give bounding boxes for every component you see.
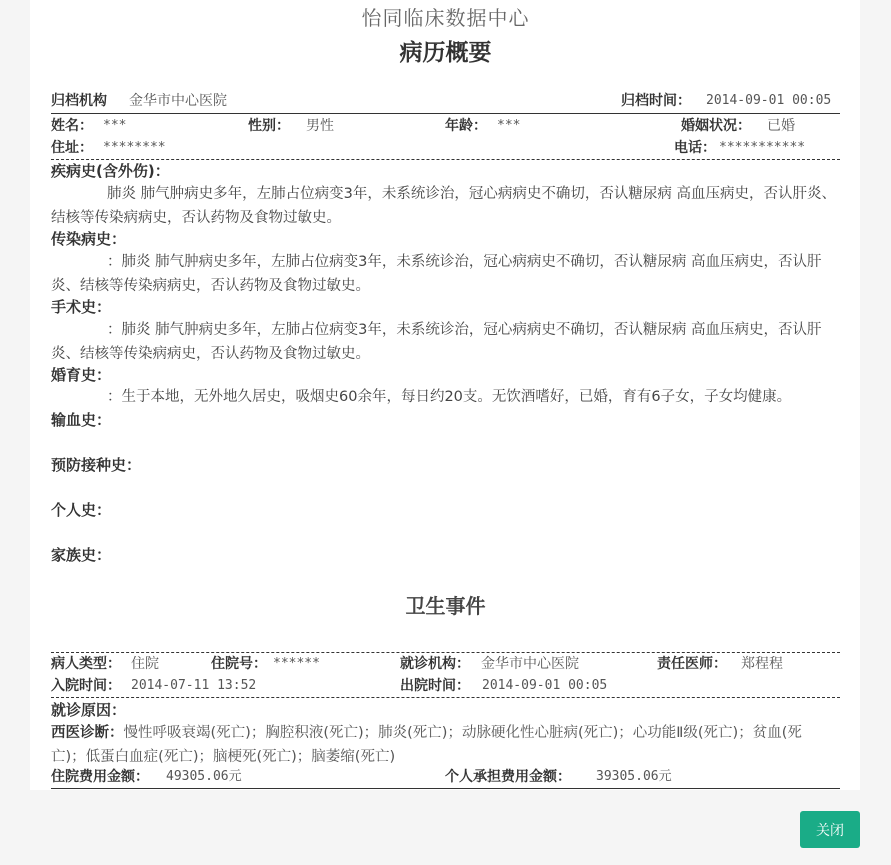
gender-value: 男性 [306,118,334,134]
marriage-history-text: ：生于本地，无外地久居史，吸烟史60余年，每日约20支。无饮酒嗜好，已婚，育有6子女，子女均健康。 [107,389,792,405]
infectious-history-label: 传染病史： [51,230,127,248]
discharge-time-value: 2014-09-01 00:05 [482,678,608,693]
infectious-history-text: ：肺炎 肺气肿病史多年，左肺占位病变3年，未系统诊治，冠心病病史不确切，否认糖尿病 高血压病史，否认肝炎、结核等传染病病史，否认药物及食物过敏史。 [51,254,822,294]
discharge-time-label: 出院时间： [400,678,470,694]
disease-history-label: 疾病史(含外伤)： [51,162,170,180]
surgery-history-label: 手术史： [51,298,112,316]
divider [51,113,840,114]
age-label: 年龄： [445,118,487,134]
total-cost-label: 住院费用金额： [51,769,149,785]
doctor-label: 责任医师： [657,656,727,672]
patient-type-label: 病人类型： [51,656,121,672]
diagnosis-block [51,721,821,769]
archive-time-label: 归档时间： [621,93,691,109]
archive-org-label: 归档机构 [51,93,107,109]
inpatient-no-value: ****** [273,656,320,671]
disease-history-text: 肺炎 肺气肿病史多年，左肺占位病变3年，未系统诊治，冠心病病史不确切，否认糖尿病 高血压病史，否认肝炎、结核等传染病病史，否认药物及食物过敏史。 [51,186,836,226]
record-sheet [30,0,860,790]
facility-label: 就诊机构： [400,656,470,672]
divider [51,697,840,698]
self-cost-label: 个人承担费用金额： [445,769,571,785]
gender-label: 性别： [248,118,290,134]
health-event-title: 卫生事件 [405,594,486,618]
total-cost-value: 49305.06元 [166,769,242,784]
close-button[interactable]: 关闭 [800,811,860,848]
archive-time-value: 2014-09-01 00:05 [706,93,832,108]
cost-row [51,766,840,788]
phone-value: *********** [719,140,806,155]
admit-time-value: 2014-07-11 13:52 [131,678,257,693]
page-title: 病历概要 [399,39,492,66]
marital-label: 婚姻状况： [681,118,751,134]
doctor-value: 郑程程 [741,656,783,672]
personal-history-label: 个人史： [51,501,112,519]
inpatient-no-label: 住院号： [211,656,267,672]
event-row-1 [51,653,840,675]
phone-label: 电话： [674,140,716,156]
admit-time-label: 入院时间： [51,678,121,694]
divider [51,788,840,789]
address-label: 住址： [51,140,93,156]
name-value: *** [103,118,127,133]
address-value: ******** [103,140,166,155]
marital-value: 已婚 [767,118,795,134]
org-name: 怡同临床数据中心 [361,6,530,30]
family-history-label: 家族史： [51,546,112,564]
marriage-history-label: 婚育史： [51,366,112,384]
patient-row-1 [51,115,840,137]
event-row-2 [51,675,840,697]
surgery-history-text: ：肺炎 肺气肿病史多年，左肺占位病变3年，未系统诊治，冠心病病史不确切，否认糖尿病 高血压病史，否认肝炎、结核等传染病病史，否认药物及食物过敏史。 [51,322,822,362]
visit-reason-label: 就诊原因： [51,701,127,719]
self-cost-value: 39305.06元 [596,769,672,784]
vaccination-history-label: 预防接种史： [51,456,142,474]
facility-value: 金华市中心医院 [481,656,579,672]
diagnosis-label: 西医诊断： [51,725,124,741]
diagnosis-text: 慢性呼吸衰竭(死亡)；胸腔积液(死亡)；肺炎(死亡)；动脉硬化性心脏病(死亡)；心功能Ⅱ级(死亡)；贫血(死亡)；低蛋白血症(死亡)；脑梗死(死亡)；脑萎缩(死亡) [51,725,802,765]
patient-row-2 [51,137,840,159]
patient-type-value: 住院 [131,656,159,672]
age-value: *** [497,118,521,133]
name-label: 姓名： [51,118,93,134]
archive-org-value: 金华市中心医院 [129,93,227,109]
archive-row [51,90,840,112]
transfusion-history-label: 输血史： [51,411,112,429]
